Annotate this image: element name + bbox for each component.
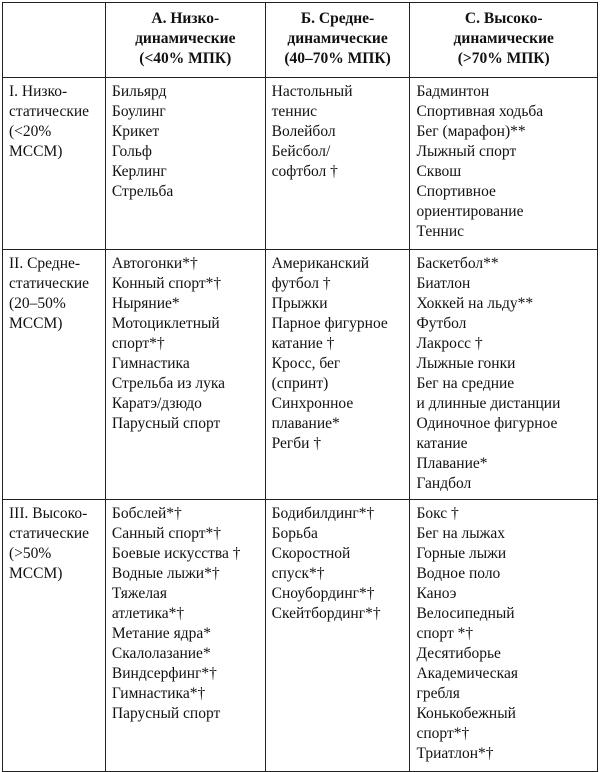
header-col-b-line: (40–70% МПК) [284,50,391,67]
low-dynamic-cell-line: Мотоциклетный [111,315,220,332]
high-dynamic-cell-line: Бокс † [416,505,459,522]
low-dynamic-cell-line: Керлинг [111,163,167,180]
low-dynamic-cell-line: Бильярд [111,83,167,100]
low-dynamic-cell-line: Боулинг [111,103,166,120]
mid-dynamic-cell-line: теннис [271,103,318,120]
low-dynamic-cell-line: Парусный спорт [111,415,221,432]
table-body [3,78,598,772]
high-dynamic-cell-line: Одиночное фигурное [416,415,558,432]
high-dynamic-cell-line: Плавание* [416,455,488,472]
low-dynamic-cell-line: Парусный спорт [111,705,221,722]
high-dynamic-cell-line: Спортивное [416,183,496,200]
mid-dynamic-cell-line: Регби † [271,435,322,452]
high-dynamic-cell-line: катание [416,435,468,452]
header-col-c-line: (>70% МПК) [457,50,550,67]
low-dynamic-cell-line: Ныряние* [111,295,180,312]
mid-dynamic-cell-line: Скоростной [271,545,351,562]
row-label-cell [3,250,106,500]
header-col-c [410,3,598,78]
high-dynamic-cell-line: Лыжные гонки [416,355,516,372]
row-label-cell-line: статические [9,103,90,120]
mid-dynamic-cell-line: Волейбол [271,123,336,140]
mid-dynamic-cell-line: Бодибилдинг*† [271,505,375,522]
low-dynamic-cell-line: Крикет [111,123,160,140]
high-dynamic-cell-line: спорт*† [416,725,470,742]
high-dynamic-cell-line: Водное поло [416,565,501,582]
low-dynamic-cell-line: атлетика*† [111,605,185,622]
row-label-cell-line: (<20% [9,123,52,140]
header-col-a-line: динамические [135,30,236,47]
high-dynamic-cell-line: Бег (марафон)** [416,123,526,140]
low-dynamic-cell-line: Гольф [111,143,152,160]
low-dynamic-cell [105,250,265,500]
high-dynamic-cell-line: спорт *† [416,625,474,642]
mid-dynamic-cell-line: Настольный [271,83,353,100]
high-dynamic-cell-line: Триатлон*† [416,745,494,762]
mid-dynamic-cell-line: футбол † [271,275,331,292]
mid-dynamic-cell-line: Американский [271,255,370,272]
header-row [3,3,598,78]
header-col-a-line: (<40% МПК) [139,50,232,67]
mid-dynamic-cell [265,500,410,772]
row-label-cell [3,500,106,772]
high-dynamic-cell-line: ориентирование [416,203,524,220]
low-dynamic-cell-line: Боевые искусства † [111,545,241,562]
low-dynamic-cell-line: спорт*† [111,335,165,352]
low-dynamic-cell-line: Тяжелая [111,585,168,602]
table-row [3,250,598,500]
high-dynamic-cell [410,250,598,500]
mid-dynamic-cell-line: Кросс, бег [271,355,341,372]
low-dynamic-cell-line: Стрельба [111,183,174,200]
low-dynamic-cell-line: Скалолазание* [111,645,211,662]
low-dynamic-cell-line: Автогонки*† [111,255,198,272]
low-dynamic-cell [105,500,265,772]
mid-dynamic-cell-line: Скейтбординг*† [271,605,381,622]
high-dynamic-cell-line: гребля [416,685,460,702]
header-col-a-line: А. Низко- [151,10,220,27]
high-dynamic-cell-line: Биатлон [416,275,471,292]
high-dynamic-cell-line: Бег на средние [416,375,515,392]
low-dynamic-cell [105,78,265,250]
mid-dynamic-cell-line: Бейсбол/ [271,143,331,160]
high-dynamic-cell-line: Бадминтон [416,83,490,100]
low-dynamic-cell-line: Бобслей*† [111,505,182,522]
high-dynamic-cell-line: Каноэ [416,585,457,602]
row-label-cell [3,78,106,250]
high-dynamic-cell-line: Академическая [416,665,518,682]
mid-dynamic-cell-line: катание † [271,335,335,352]
table-row [3,78,598,250]
mid-dynamic-cell-line: спуск*† [271,565,325,582]
high-dynamic-cell-line: Велосипедный [416,605,515,622]
row-label-cell-line: I. Низко- [9,83,68,100]
high-dynamic-cell-line: Спортивная ходьба [416,103,544,120]
low-dynamic-cell-line: Конный спорт*† [111,275,222,292]
row-label-cell-line: II. Средне- [9,255,81,272]
row-label-cell-line: статические [9,275,90,292]
header-col-b-line: Б. Средне- [300,10,375,27]
high-dynamic-cell [410,500,598,772]
mid-dynamic-cell [265,250,410,500]
row-label-cell-line: статические [9,525,90,542]
high-dynamic-cell-line: Футбол [416,315,467,332]
header-col-b-line: динамические [287,30,388,47]
high-dynamic-cell-line: Десятиборье [416,645,501,662]
header-col-a [105,3,265,78]
low-dynamic-cell-line: Гимнастика [111,355,190,372]
low-dynamic-cell-line: Санный спорт*† [111,525,222,542]
high-dynamic-cell-line: Лакросс † [416,335,483,352]
mid-dynamic-cell-line: софтбол † [271,163,338,180]
high-dynamic-cell-line: Бег на лыжах [416,525,506,542]
header-col-b [265,3,410,78]
high-dynamic-cell-line: Лыжный спорт [416,143,517,160]
row-label-cell-line: (20–50% [9,295,66,312]
low-dynamic-cell-line: Метание ядра* [111,625,211,642]
low-dynamic-cell-line: Виндсерфинг*† [111,665,217,682]
high-dynamic-cell-line: Баскетбол** [416,255,499,272]
low-dynamic-cell-line: Гимнастика*† [111,685,206,702]
high-dynamic-cell-line: Теннис [416,223,464,240]
mid-dynamic-cell [265,78,410,250]
mid-dynamic-cell-line: Сноубординг*† [271,585,375,602]
high-dynamic-cell-line: Конькобежный [416,705,516,722]
table-row [3,500,598,772]
mid-dynamic-cell-line: Парное фигурное [271,315,388,332]
high-dynamic-cell-line: Гандбол [416,475,472,492]
header-col-c-line: динамические [453,30,554,47]
high-dynamic-cell-line: и длинные дистанции [416,395,561,412]
row-label-cell-line: МССМ) [9,143,63,160]
mid-dynamic-cell-line: Синхронное [271,395,354,412]
high-dynamic-cell-line: Сквош [416,163,462,180]
low-dynamic-cell-line: Водные лыжи*† [111,565,220,582]
sports-classification-table [2,2,598,772]
corner-cell [3,3,106,78]
header-col-c-line: С. Высоко- [464,10,543,27]
high-dynamic-cell-line: Горные лыжи [416,545,507,562]
row-label-cell-line: III. Высоко- [9,505,88,522]
mid-dynamic-cell-line: (спринт) [271,375,329,392]
row-label-cell-line: (>50% [9,545,52,562]
row-label-cell-line: МССМ) [9,565,63,582]
mid-dynamic-cell-line: Борьба [271,525,318,542]
high-dynamic-cell [410,78,598,250]
low-dynamic-cell-line: Стрельба из лука [111,375,226,392]
mid-dynamic-cell-line: Прыжки [271,295,328,312]
row-label-cell-line: МССМ) [9,315,63,332]
high-dynamic-cell-line: Хоккей на льду** [416,295,534,312]
low-dynamic-cell-line: Каратэ/дзюдо [111,395,202,412]
mid-dynamic-cell-line: плавание* [271,415,340,432]
